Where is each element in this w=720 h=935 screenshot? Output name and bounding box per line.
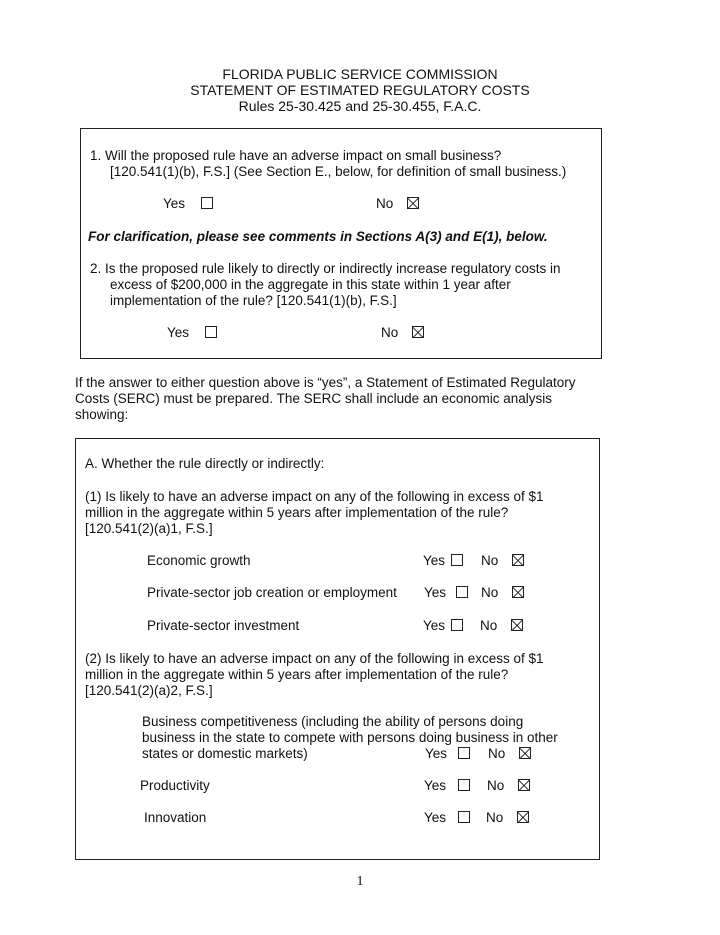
yes-label: Yes bbox=[424, 810, 447, 825]
yes-checkbox[interactable] bbox=[458, 779, 470, 791]
item-investment-no[interactable] bbox=[480, 618, 523, 634]
q2-yes-option[interactable] bbox=[167, 325, 217, 341]
yes-checkbox[interactable] bbox=[458, 747, 470, 759]
intro-line-1: If the answer to either question above is “yes”, a Statement of Estimated Regulatory bbox=[75, 375, 576, 390]
yes-label: Yes bbox=[423, 553, 446, 568]
yes-checkbox[interactable] bbox=[451, 554, 463, 566]
item-investment-yes[interactable] bbox=[423, 618, 463, 634]
no-label: No bbox=[487, 778, 505, 793]
part2-line-2: million in the aggregate within 5 years after implementation of the rule? bbox=[85, 667, 509, 682]
part1-line-1: (1) Is likely to have an adverse impact on any of the following in excess of $1 bbox=[85, 489, 544, 504]
no-checkbox-checked[interactable] bbox=[519, 747, 531, 759]
q2-line-3: implementation of the rule? [120.541(1)(b), F.S.] bbox=[110, 293, 397, 308]
part1-line-2: million in the aggregate within 5 years after implementation of the rule? bbox=[85, 505, 509, 520]
page-number: 1 bbox=[356, 874, 364, 889]
q2-no-option[interactable] bbox=[381, 325, 424, 341]
q1-yes-option[interactable] bbox=[163, 196, 213, 212]
header-line-3: Rules 25-30.425 and 25-30.455, F.A.C. bbox=[238, 98, 482, 114]
yes-checkbox[interactable] bbox=[451, 619, 463, 631]
part2-line-3: [120.541(2)(a)2, F.S.] bbox=[85, 683, 213, 698]
no-checkbox-checked[interactable] bbox=[511, 619, 523, 631]
yes-label: Yes bbox=[423, 618, 446, 633]
item-economic-growth-label: Economic growth bbox=[147, 553, 251, 568]
no-checkbox-checked[interactable] bbox=[518, 779, 530, 791]
no-label: No bbox=[480, 618, 498, 633]
q2-line-1: 2. Is the proposed rule likely to directly or indirectly increase regulatory costs in bbox=[90, 261, 561, 276]
no-checkbox-checked[interactable] bbox=[517, 811, 529, 823]
q1-yes-checkbox[interactable] bbox=[201, 197, 213, 209]
q2-yes-label: Yes bbox=[167, 325, 190, 340]
competitiveness-yes[interactable] bbox=[425, 746, 470, 762]
competitiveness-no[interactable] bbox=[488, 746, 531, 762]
q1-no-option[interactable] bbox=[376, 196, 419, 212]
header-line-2: STATEMENT OF ESTIMATED REGULATORY COSTS bbox=[190, 82, 530, 98]
item-innovation-no[interactable] bbox=[486, 810, 529, 826]
q2-no-checkbox-checked[interactable] bbox=[412, 326, 424, 338]
yes-label: Yes bbox=[424, 778, 447, 793]
item-innovation-yes[interactable] bbox=[424, 810, 470, 826]
no-checkbox-checked[interactable] bbox=[512, 554, 524, 566]
q1-line-2: [120.541(1)(b), F.S.] (See Section E., below, for definition of small business.) bbox=[110, 164, 567, 179]
yes-label: Yes bbox=[425, 746, 448, 761]
intro-line-3: showing: bbox=[75, 407, 129, 422]
part1-line-3: [120.541(2)(a)1, F.S.] bbox=[85, 521, 213, 536]
intro-line-2: Costs (SERC) must be prepared. The SERC shall include an economic analysis bbox=[75, 391, 552, 406]
q1-no-checkbox-checked[interactable] bbox=[407, 197, 419, 209]
q2-line-2: excess of $200,000 in the aggregate in this state within 1 year after bbox=[110, 277, 511, 292]
no-label: No bbox=[488, 746, 506, 761]
yes-label: Yes bbox=[424, 585, 447, 600]
clarification-note: For clarification, please see comments in Sections A(3) and E(1), below. bbox=[88, 229, 548, 244]
no-label: No bbox=[486, 810, 504, 825]
item-job-creation-label: Private-sector job creation or employment bbox=[147, 585, 397, 600]
item-economic-growth-no[interactable] bbox=[481, 553, 524, 569]
q1-line-1: 1. Will the proposed rule have an adverse impact on small business? bbox=[90, 148, 502, 163]
competitiveness-line-2: business in the state to compete with persons doing business in other bbox=[142, 730, 558, 745]
header-line-1: FLORIDA PUBLIC SERVICE COMMISSION bbox=[222, 66, 498, 82]
item-innovation-label: Innovation bbox=[144, 810, 207, 825]
item-job-creation-yes[interactable] bbox=[424, 585, 468, 601]
q1-no-label: No bbox=[376, 196, 394, 211]
no-label: No bbox=[481, 553, 499, 568]
section-a-heading: A. Whether the rule directly or indirectly: bbox=[85, 456, 325, 471]
competitiveness-line-3: states or domestic markets) bbox=[142, 746, 308, 761]
q2-no-label: No bbox=[381, 325, 399, 340]
yes-checkbox[interactable] bbox=[458, 811, 470, 823]
q1-yes-label: Yes bbox=[163, 196, 186, 211]
item-productivity-yes[interactable] bbox=[424, 778, 470, 794]
item-economic-growth-yes[interactable] bbox=[423, 553, 463, 569]
competitiveness-line-1: Business competitiveness (including the ability of persons doing bbox=[142, 714, 524, 729]
item-productivity-label: Productivity bbox=[140, 778, 210, 793]
no-checkbox-checked[interactable] bbox=[512, 586, 524, 598]
no-label: No bbox=[481, 585, 499, 600]
part2-line-1: (2) Is likely to have an adverse impact on any of the following in excess of $1 bbox=[85, 651, 544, 666]
q2-yes-checkbox[interactable] bbox=[205, 326, 217, 338]
yes-checkbox[interactable] bbox=[456, 586, 468, 598]
item-investment-label: Private-sector investment bbox=[147, 618, 300, 633]
item-job-creation-no[interactable] bbox=[481, 585, 524, 601]
item-productivity-no[interactable] bbox=[487, 778, 530, 794]
